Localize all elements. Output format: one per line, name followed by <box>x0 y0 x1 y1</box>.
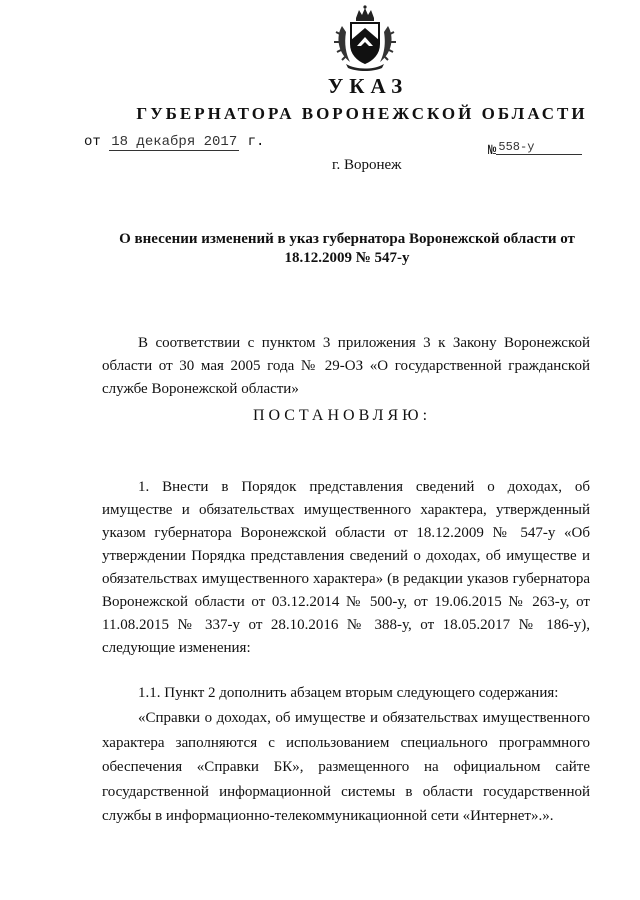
decree-title: УКАЗ <box>327 74 409 98</box>
decree-issuer: ГУБЕРНАТОРА ВОРОНЕЖСКОЙ ОБЛАСТИ <box>136 104 588 123</box>
number-prefix: № <box>488 143 497 159</box>
coat-of-arms-icon <box>332 4 398 72</box>
item-1-1-paragraph: 1.1. Пункт 2 дополнить абзацем вторым следующего содержания: <box>138 685 559 701</box>
legal-basis-paragraph: В соответствии с пунктом 3 приложения 3 к Закону Воронежской области от 30 мая 2005 года № 29-ОЗ «О государственной гражданской службе Воронежской области» <box>102 335 590 397</box>
decree-number <box>488 140 582 159</box>
date-value: 18 декабря 2017 <box>111 134 238 150</box>
date-suffix: г. <box>247 134 265 150</box>
decree-date <box>84 134 264 150</box>
date-prefix: от <box>84 134 101 150</box>
issue-city: г. Воронеж <box>332 157 402 173</box>
number-value: 558-у <box>496 140 582 155</box>
document-heading: О внесении изменений в указ губернатора Воронежской области от 18.12.2009 № 547-у <box>119 231 575 266</box>
item-1-paragraph: 1. Внести в Порядок представления сведений о доходах, об имуществе и обязательствах имущественного характера, утвержденный указом губернатора Воронежской области от 18.12.2009 № 547-у «Об утверждении Порядка представления сведений о доходах, об имуществе и обязательствах имущественного характера» (в редакции указов губернатора Воронежской области от 03.12.2014 № 500-у, от 19.06.2015 № 263-у, от 11.08.2015 № 337-у от 28.10.2016 № 388-у, от 18.05.2017 № 186-у), следующие изменения: <box>102 479 590 656</box>
decree-resolution-word: ПОСТАНОВЛЯЮ: <box>252 407 432 424</box>
quoted-amendment-paragraph: «Справки о доходах, об имуществе и обязательствах имущественного характера заполняются с использованием специального программного обеспечения «Справки БК», размещенного на официальном сайте государственной информационной системы в области государственной службы в информационно-телекоммуникационной сети «Интернет».». <box>102 710 590 824</box>
